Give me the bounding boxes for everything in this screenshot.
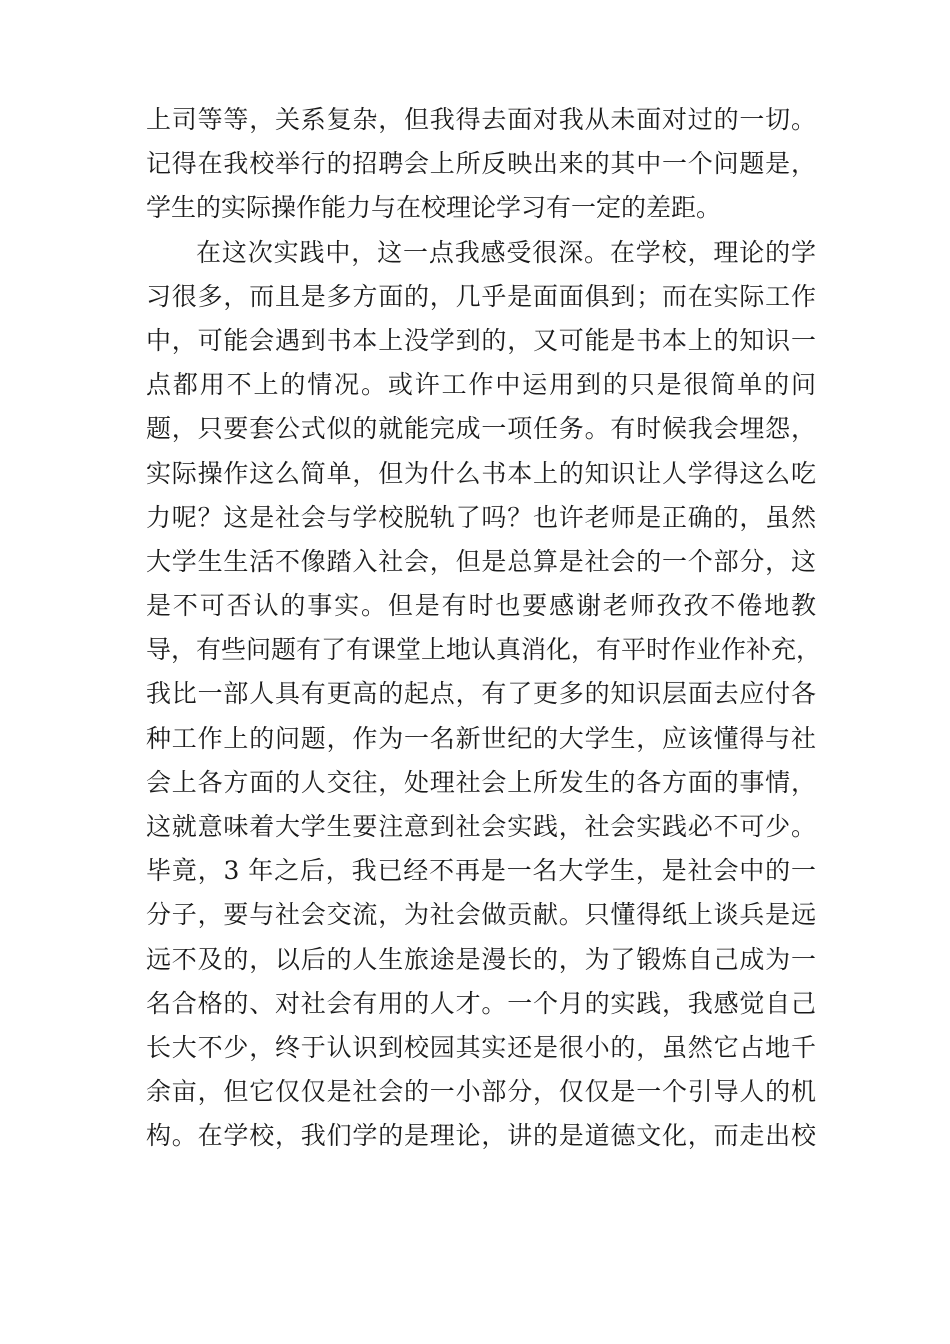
text-line: 是不可否认的事实。但是有时也要感谢老师孜孜不倦地教	[146, 591, 816, 621]
text-line: 实际操作这么简单，但为什么书本上的知识让人学得这么吃	[146, 458, 816, 488]
text-line: 这就意味着大学生要注意到社会实践，社会实践必不可少。	[146, 812, 816, 841]
text-line: 种工作上的问题，作为一名新世纪的大学生，应该懂得与社	[146, 723, 816, 753]
text-line: 导，有些问题有了有课堂上地认真消化，有平时作业作补充，	[146, 635, 822, 665]
text-line: 习很多，而且是多方面的，几乎是面面俱到；而在实际工作	[146, 281, 816, 311]
text-line: 构。在学校，我们学的是理论，讲的是道德文化，而走出校	[146, 1121, 816, 1151]
text-line: 余亩，但它仅仅是社会的一小部分，仅仅是一个引导人的机	[146, 1077, 816, 1107]
text-line: 题，只要套公式似的就能完成一项任务。有时候我会埋怨，	[146, 414, 816, 444]
text-line: 毕竟，3 年之后，我已经不再是一名大学生，是社会中的一	[146, 856, 816, 886]
text-line: 长大不少，终于认识到校园其实还是很小的，虽然它占地千	[146, 1032, 816, 1062]
body-text	[146, 98, 822, 1159]
text-line: 点都用不上的情况。或许工作中运用到的只是很简单的问	[146, 370, 816, 400]
text-line: 学生的实际操作能力与在校理论学习有一定的差距。	[146, 193, 722, 223]
paragraph-first-line: 在这次实践中，这一点我感受很深。在学校，理论的学	[196, 237, 816, 267]
text-line: 力呢？这是社会与学校脱轨了吗？也许老师是正确的，虽然	[146, 502, 816, 532]
text-line: 分子，要与社会交流，为社会做贡献。只懂得纸上谈兵是远	[146, 900, 816, 930]
text-line: 中，可能会遇到书本上没学到的，又可能是书本上的知识一	[146, 325, 816, 355]
text-line: 记得在我校举行的招聘会上所反映出来的其中一个问题是，	[146, 149, 816, 179]
text-line: 会上各方面的人交往，处理社会上所发生的各方面的事情，	[146, 767, 816, 797]
text-line: 远不及的，以后的人生旅途是漫长的，为了锻炼自己成为一	[146, 944, 816, 974]
text-line: 大学生生活不像踏入社会，但是总算是社会的一个部分，这	[146, 546, 816, 576]
text-line: 我比一部人具有更高的起点，有了更多的知识层面去应付各	[146, 679, 816, 709]
text-line: 上司等等，关系复杂，但我得去面对我从未面对过的一切。	[146, 105, 816, 134]
text-line: 名合格的、对社会有用的人才。一个月的实践，我感觉自己	[146, 988, 816, 1018]
